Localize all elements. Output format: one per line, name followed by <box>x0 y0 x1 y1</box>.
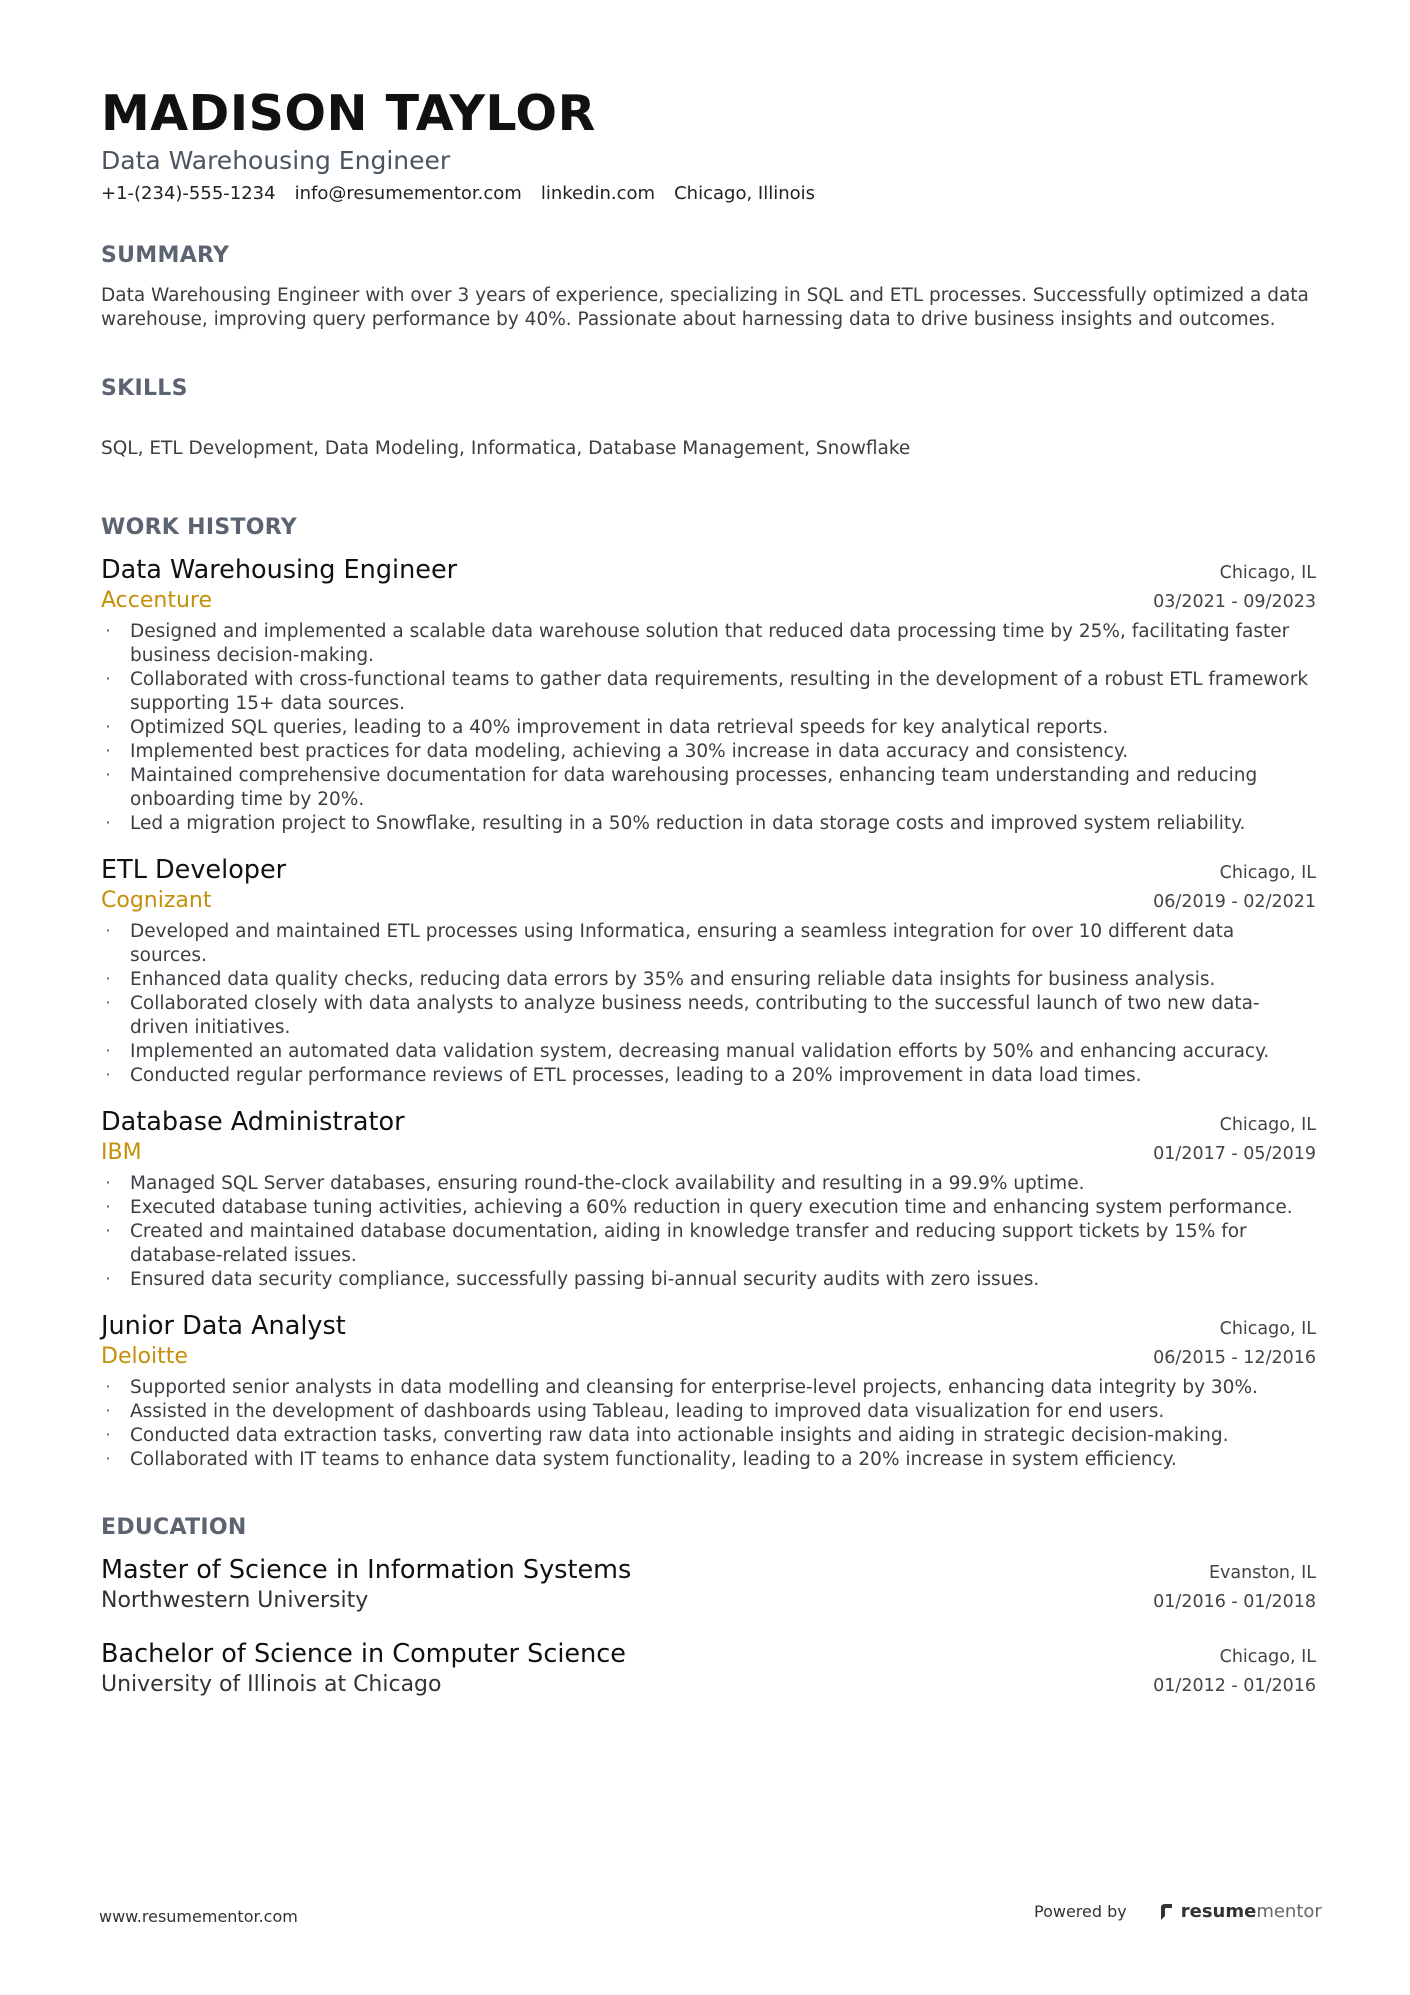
job-bullet: · Created and maintained database documentation, aiding in knowledge transfer and reducing support tickets by 15% for database-related issues. <box>101 1220 1316 1268</box>
job-bullet: · Assisted in the development of dashboards using Tableau, leading to improved data visualization for end users. <box>101 1400 1316 1424</box>
education-school-row <box>101 1587 1316 1616</box>
work-section <box>101 514 1316 1472</box>
section-heading: EDUCATION <box>101 1515 247 1540</box>
job-company: Cognizant <box>101 888 212 913</box>
resume-page <box>101 86 1316 1700</box>
school-name: University of Illinois at Chicago <box>101 1672 442 1697</box>
summary-section <box>101 242 1316 332</box>
job-entry <box>101 854 1316 1088</box>
job-bullet: · Optimized SQL queries, leading to a 40% improvement in data retrieval speeds for key analytical reports. <box>101 716 1316 740</box>
job-title: Data Warehousing Engineer <box>101 555 458 585</box>
education-entry <box>101 1554 1316 1616</box>
job-dates: 03/2021 - 09/2023 <box>1153 592 1316 612</box>
powered-by: Powered by <box>1034 1902 1127 1921</box>
education-dates: 01/2016 - 01/2018 <box>1153 1592 1316 1612</box>
job-company: Accenture <box>101 588 212 613</box>
job-bullet: · Conducted data extraction tasks, converting raw data into actionable insights and aiding in strategic decision-making. <box>101 1424 1316 1448</box>
job-bullet: · Ensured data security compliance, successfully passing bi-annual security audits with zero issues. <box>101 1268 1316 1292</box>
job-header-row <box>101 1106 1316 1139</box>
job-company-row <box>101 587 1316 616</box>
education-dates: 01/2012 - 01/2016 <box>1153 1676 1316 1696</box>
job-location: Chicago, IL <box>1219 863 1316 883</box>
job-bullet: · Managed SQL Server databases, ensuring round-the-clock availability and resulting in a 99.9% uptime. <box>101 1172 1316 1196</box>
job-dates: 06/2019 - 02/2021 <box>1153 892 1316 912</box>
education-list <box>101 1554 1316 1700</box>
education-header-row <box>101 1638 1316 1671</box>
degree: Bachelor of Science in Computer Science <box>101 1639 626 1669</box>
education-location: Chicago, IL <box>1219 1647 1316 1667</box>
section-heading: WORK HISTORY <box>101 515 298 540</box>
brand-logo[interactable] <box>1159 1901 1322 1922</box>
education-entry <box>101 1638 1316 1700</box>
footer-website[interactable]: www.resumementor.com <box>99 1907 298 1926</box>
candidate-name: MADISON TAYLOR <box>101 85 596 142</box>
footer-branding <box>1034 1901 1322 1922</box>
job-header-row <box>101 854 1316 887</box>
job-header-row <box>101 1310 1316 1343</box>
education-section <box>101 1514 1316 1700</box>
job-location: Chicago, IL <box>1219 1319 1316 1339</box>
brand-mark-icon <box>1159 1902 1175 1922</box>
job-company-row <box>101 1139 1316 1168</box>
job-bullets <box>101 920 1316 1088</box>
email[interactable]: info@resumementor.com <box>294 183 522 204</box>
education-school-row <box>101 1671 1316 1700</box>
location: Chicago, Illinois <box>674 183 816 204</box>
job-entry <box>101 1310 1316 1472</box>
job-bullet: · Conducted regular performance reviews of ETL processes, leading to a 20% improvement in data load times. <box>101 1064 1316 1088</box>
candidate-title: Data Warehousing Engineer <box>101 146 451 175</box>
job-bullet: · Enhanced data quality checks, reducing data errors by 35% and ensuring reliable data insights for business analysis. <box>101 968 1316 992</box>
job-bullet: · Supported senior analysts in data modelling and cleansing for enterprise-level projects, enhancing data integrity by 30%. <box>101 1376 1316 1400</box>
linkedin-link[interactable]: linkedin.com <box>540 183 656 204</box>
education-header-row <box>101 1554 1316 1587</box>
job-company-row <box>101 1343 1316 1372</box>
job-location: Chicago, IL <box>1219 563 1316 583</box>
job-bullets <box>101 1376 1316 1472</box>
job-list <box>101 554 1316 1472</box>
job-bullet: · Maintained comprehensive documentation for data warehousing processes, enhancing team understanding and reducing onboarding time by 20%. <box>101 764 1316 812</box>
job-bullet: · Developed and maintained ETL processes using Informatica, ensuring a seamless integration for over 10 different data sources. <box>101 920 1316 968</box>
job-title: Database Administrator <box>101 1107 405 1137</box>
job-bullets <box>101 1172 1316 1292</box>
job-company: Deloitte <box>101 1344 188 1369</box>
job-dates: 06/2015 - 12/2016 <box>1153 1348 1316 1368</box>
job-bullets <box>101 620 1316 836</box>
brand-text-light: mentor <box>1256 1901 1322 1922</box>
job-header-row <box>101 554 1316 587</box>
job-title: ETL Developer <box>101 855 287 885</box>
section-heading: SKILLS <box>101 376 188 401</box>
job-bullet: · Collaborated with cross-functional teams to gather data requirements, resulting in the development of a robust ETL framework supporting 15+ data sources. <box>101 668 1316 716</box>
job-bullet: · Collaborated closely with data analysts to analyze business needs, contributing to the successful launch of two new data-driven initiatives. <box>101 992 1316 1040</box>
job-bullet: · Collaborated with IT teams to enhance data system functionality, leading to a 20% increase in system efficiency. <box>101 1448 1316 1472</box>
job-bullet: · Executed database tuning activities, achieving a 60% reduction in query execution time and enhancing system performance. <box>101 1196 1316 1220</box>
job-entry <box>101 1106 1316 1292</box>
school-name: Northwestern University <box>101 1588 369 1613</box>
contact-line <box>101 182 1316 206</box>
job-bullet: · Designed and implemented a scalable data warehouse solution that reduced data processing time by 25%, facilitating faster business decision-making. <box>101 620 1316 668</box>
skills-text: SQL, ETL Development, Data Modeling, Informatica, Database Management, Snowflake <box>101 438 911 459</box>
job-bullet: · Implemented an automated data validation system, decreasing manual validation efforts by 50% and enhancing accuracy. <box>101 1040 1316 1064</box>
job-company-row <box>101 887 1316 916</box>
job-company: IBM <box>101 1140 142 1165</box>
brand-text-bold: resume <box>1180 1901 1257 1922</box>
degree: Master of Science in Information Systems <box>101 1555 632 1585</box>
job-bullet: · Implemented best practices for data modeling, achieving a 30% increase in data accuracy and consistency. <box>101 740 1316 764</box>
phone: +1-(234)-555-1234 <box>101 183 276 204</box>
education-location: Evanston, IL <box>1208 1563 1316 1583</box>
job-entry <box>101 554 1316 836</box>
section-heading: SUMMARY <box>101 243 230 268</box>
summary-text: Data Warehousing Engineer with over 3 years of experience, specializing in SQL and ETL processes. Successfully optimized a data warehouse, improving query performance by 40%. Passionate about harnessing data to drive business insights and outcomes. <box>101 285 1309 330</box>
job-location: Chicago, IL <box>1219 1115 1316 1135</box>
job-dates: 01/2017 - 05/2019 <box>1153 1144 1316 1164</box>
job-title: Junior Data Analyst <box>101 1311 346 1341</box>
skills-section <box>101 375 1316 461</box>
job-bullet: · Led a migration project to Snowflake, resulting in a 50% reduction in data storage costs and improved system reliability. <box>101 812 1316 836</box>
